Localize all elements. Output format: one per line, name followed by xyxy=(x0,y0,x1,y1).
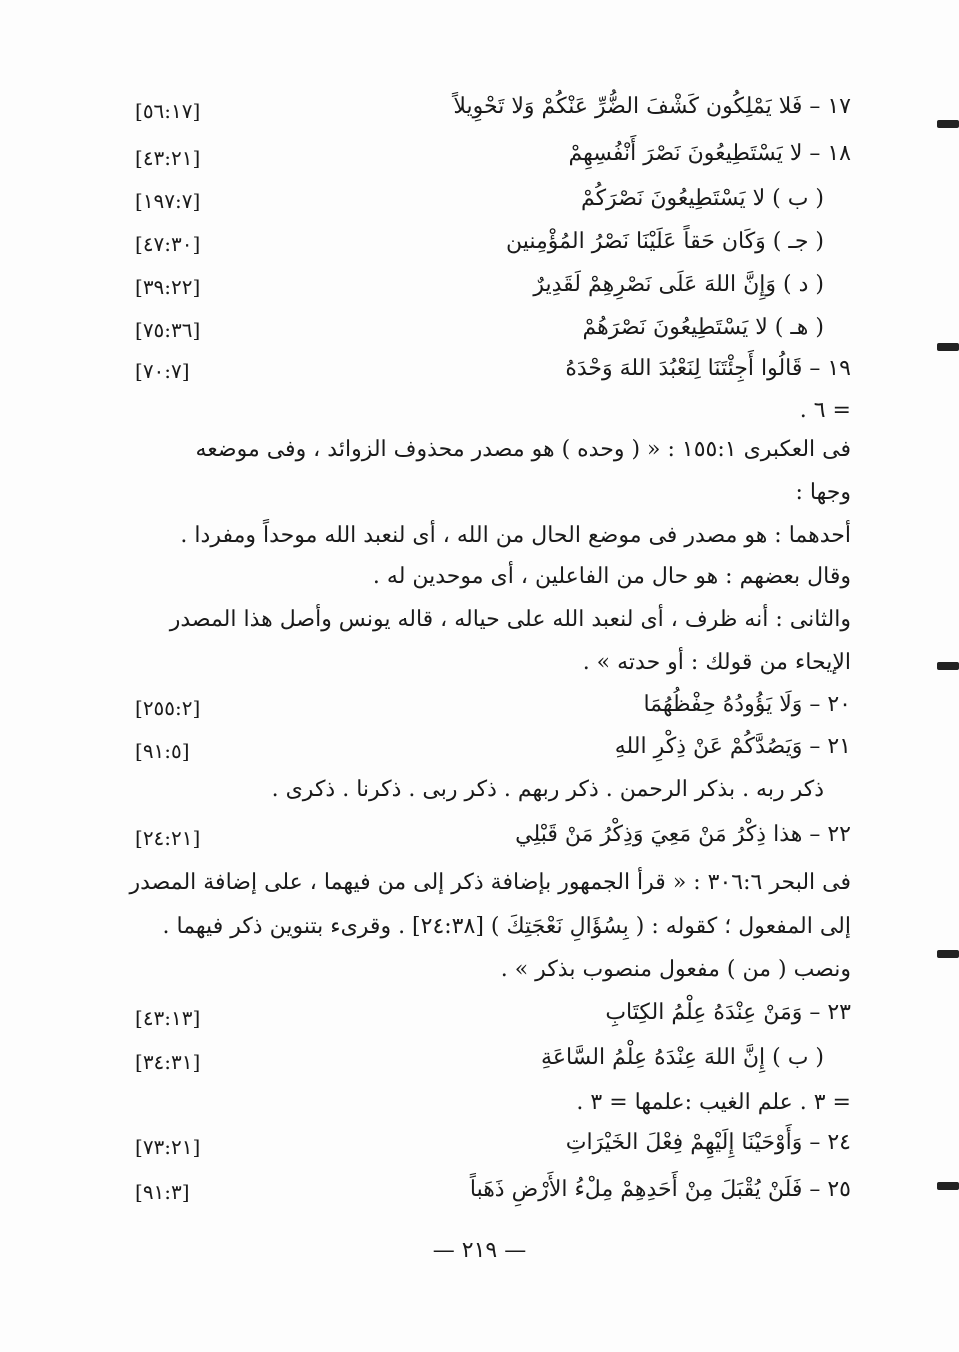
entry-23: ٢٣ – وَمَنْ عِنْدَهُ عِلْمُ الكِتَابِ xyxy=(605,1000,851,1025)
entry-18: ١٨ – لا يَسْتَطِيعُونَ نَصْرَ أَنْفُسِهِمْ xyxy=(568,141,851,166)
entry-23b: ( ب ) إِنَّ اللهَ عِنْدَهُ عِلْمُ السَّاعَةِ xyxy=(541,1045,824,1070)
entry-18e: ( هـ ) لا يَسْتَطِيعُونَ نَصْرَهُمْ xyxy=(582,315,824,340)
entry-19: ١٩ – قَالُوا أَجِئْتَنَا لِنَعْبُدَ اللهَ وَحْدَهُ xyxy=(565,356,851,381)
entry-18c: ( جـ ) وَكَان حَقاً عَلَيْنَا نَصْرُ المُؤْمِنين xyxy=(506,229,824,254)
note-equals-3: = ٣ . علم الغيب :علمها = ٣ . xyxy=(576,1090,851,1115)
scan-edge-mark xyxy=(937,662,959,670)
commentary2-line-2: إلى المفعول ؛ كقوله : ( بِسُؤَالِ نَعْجَتِكَ ) [٢٤:٣٨] . وقرىء بتنوين ذكر فيهما . xyxy=(162,914,851,939)
scan-edge-mark xyxy=(937,120,959,128)
ref-18: [٤٣:٢١] xyxy=(135,146,201,170)
ref-18b: [١٩٧:٧] xyxy=(135,189,201,213)
ref-23: [٤٣:١٣] xyxy=(135,1006,201,1030)
ref-18e: [٧٥:٣٦] xyxy=(135,318,201,342)
commentary2-line-1: فى البحر ٣٠٦:٦ : « قرأ الجمهور بإضافة ذكر إلى من فيهما ، على إضافة المصدر xyxy=(129,870,851,895)
commentary2-line-3: ونصب ( من ) مفعول منصوب بذكر » . xyxy=(500,957,851,982)
note-equals-6: = ٦ . xyxy=(799,398,851,423)
commentary-line-6: الإيحاء من قولك : أو حدته » . xyxy=(582,650,851,675)
ref-18d: [٣٩:٢٢] xyxy=(135,275,201,299)
commentary-line-3: أحدهما : هو مصدر فى موضع الحال من الله ، أى لنعبد الله موحداً ومفردا . xyxy=(180,523,851,548)
commentary-line-2: وجها : xyxy=(795,480,851,505)
commentary-line-1: فى العكبرى ١٥٥:١ : « ( وحده ) هو مصدر محذوف الزوائد ، وفى موضعه xyxy=(195,437,851,462)
entry-17: ١٧ – فَلا يَمْلِكُون كَشْفَ الضُّرِّ عَنْكُمْ وَلا تَحْوِيلاً xyxy=(453,94,851,119)
ref-18c: [٤٧:٣٠] xyxy=(135,232,201,256)
entry-25: ٢٥ – فَلَنْ يُقْبَلَ مِنْ أَحَدِهِمْ مِلْءُ الأَرْضِ ذَهَباً xyxy=(469,1177,851,1202)
ref-22: [٢٤:٢١] xyxy=(135,826,201,850)
note-dhikr-list: ذكر ربه . بذكر الرحمن . ذكر ربهم . ذكر ربى . ذكرنا . ذكرى . xyxy=(271,777,824,802)
ref-21: [٩١:٥] xyxy=(135,739,190,763)
entry-20: ٢٠ – وَلَا يَؤُودُهُ حِفْظُهُمَا xyxy=(643,692,851,717)
entry-21: ٢١ – وَيَصُدَّكُمْ عَنْ ذِكْرِ اللهِ xyxy=(614,734,851,759)
page-number: — ٢١٩ — xyxy=(432,1238,527,1263)
scan-edge-mark xyxy=(937,1182,959,1190)
entry-22: ٢٢ – هذا ذِكْرُ مَنْ مَعِيَ وَذِكْرُ مَنْ قَبْلِي xyxy=(515,822,851,847)
ref-24: [٧٣:٢١] xyxy=(135,1135,201,1159)
entry-18d: ( د ) وَإِنَّ اللهَ عَلَى نَصْرِهِمْ لَقَدِيرٌ xyxy=(533,272,824,297)
ref-17: [٥٦:١٧] xyxy=(135,99,201,123)
entry-18b: ( ب ) لا يَسْتَطِيعُونَ نَصْرَكُمْ xyxy=(580,186,824,211)
ref-19: [٧٠:٧] xyxy=(135,359,190,383)
scan-edge-mark xyxy=(937,950,959,958)
ref-20: [٢٥٥:٢] xyxy=(135,696,201,720)
entry-24: ٢٤ – وَأَوْحَيْنَا إِلَيْهِمْ فِعْلَ الخَيْرَاتِ xyxy=(565,1130,851,1155)
commentary-line-4: وقال بعضهم : هو حال من الفاعلين ، أى موحدين له . xyxy=(372,564,851,589)
scan-edge-mark xyxy=(937,343,959,351)
ref-23b: [٣٤:٣١] xyxy=(135,1050,201,1074)
ref-25: [٩١:٣] xyxy=(135,1180,190,1204)
commentary-line-5: والثانى : أنه ظرف ، أى لنعبد الله على حياله ، قاله يونس وأصل هذا المصدر xyxy=(169,607,851,632)
